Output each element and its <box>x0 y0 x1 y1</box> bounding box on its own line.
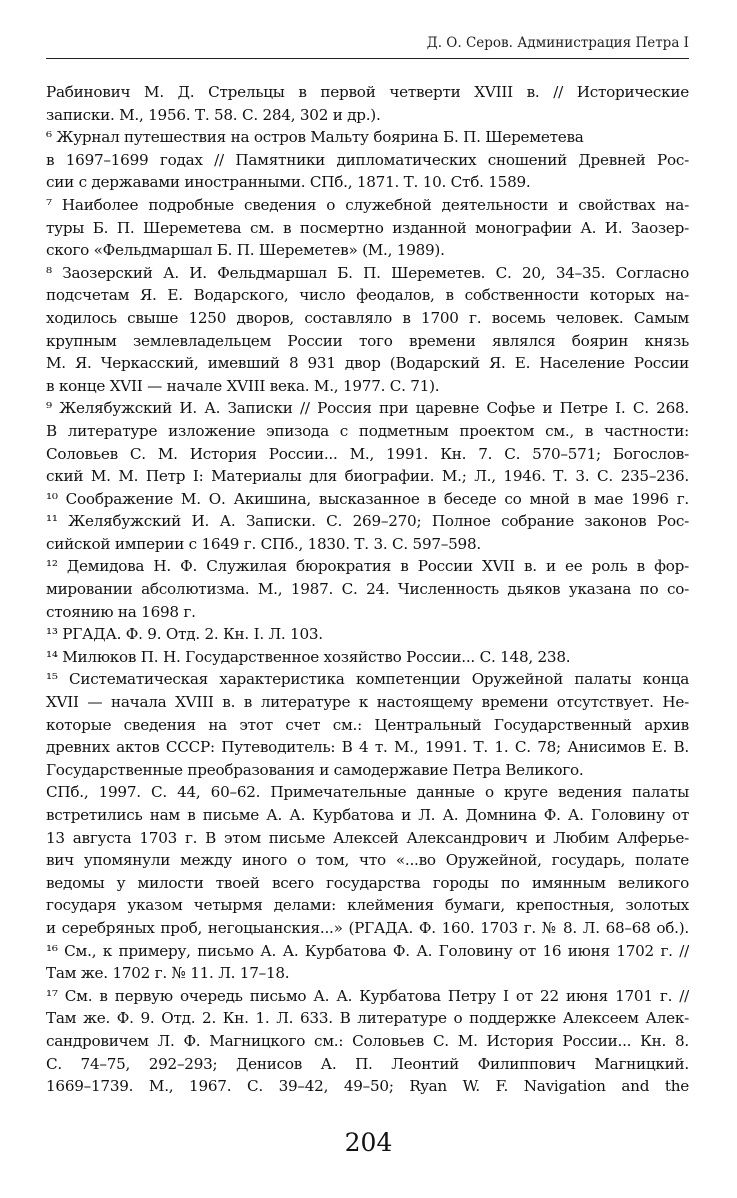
footnote-line: Рабинович М. Д. Стрельцы в первой четверти XVIII в. // Исторические <box>46 83 689 101</box>
footnote-line: в конце XVII — начале XVIII века. М., 1977. С. 71). <box>46 376 440 395</box>
footnote-line: записки. М., 1956. Т. 58. С. 284, 302 и др.). <box>46 105 381 124</box>
footnote-line: ходилось свыше 1250 дворов, составляло в 1700 г. восемь человек. Самым <box>46 308 689 327</box>
footnote-line: ¹⁴ Милюков П. Н. Государственное хозяйство России... С. 148, 238. <box>46 647 571 666</box>
footnote <box>46 555 689 623</box>
footnote-line: СПб., 1997. С. 44, 60–62. Примечательные данные о круге ведения палаты <box>46 783 689 802</box>
footnote-line: стоянию на 1698 г. <box>46 602 196 621</box>
footnote <box>46 488 689 511</box>
footnote-line: ¹⁵ Систематическая характеристика компетенции Оружейной палаты конца <box>46 670 689 689</box>
footnote-line: ский М. М. Петр I: Материалы для биографии. М.; Л., 1946. Т. 3. С. 235–236. <box>46 467 689 486</box>
footnote <box>46 646 689 669</box>
footnote-line: XVII — начала XVIII в. в литературе к настоящему времени отсутствует. Не- <box>46 693 689 712</box>
page-number: 204 <box>344 1128 393 1157</box>
footnote-line: ¹³ РГАДА. Ф. 9. Отд. 2. Кн. I. Л. 103. <box>46 625 323 644</box>
footnote <box>46 126 689 194</box>
footnote-line: ⁷ Наиболее подробные сведения о служебной деятельности и свойствах на- <box>46 195 689 214</box>
footnote-line: ¹⁶ См., к примеру, письмо А. А. Курбатова Ф. А. Головину от 16 июня 1702 г. // <box>46 941 689 960</box>
footnote <box>46 623 689 646</box>
footnote-line: сандровичем Л. Ф. Магницкого см.: Соловьев С. М. История России... Кн. 8. <box>46 1031 689 1050</box>
footnote-line: ¹⁰ Соображение М. О. Акишина, высказанное в беседе со мной в мае 1996 г. <box>46 489 689 508</box>
footnote-line: 13 августа 1703 г. В этом письме Алексей Александрович и Любим Алферье- <box>46 828 689 847</box>
footnote-line: Там же. 1702 г. № 11. Л. 17–18. <box>46 964 290 983</box>
footnote-line: вич упомянули между иного о том, что «...во Оружейной, государь, полате <box>46 851 689 870</box>
footnote-line: Там же. Ф. 9. Отд. 2. Кн. 1. Л. 633. В литературе о поддержке Алексеем Алек- <box>46 1009 689 1028</box>
footnote-line: ¹² Демидова Н. Ф. Служилая бюрократия в России XVII в. и ее роль в фор- <box>46 557 689 576</box>
footnote-line: мировании абсолютизма. М., 1987. С. 24. Численность дьяков указана по со- <box>46 580 689 599</box>
footnote-line: и серебряных проб, негоцыанския...» (РГАДА. Ф. 160. 1703 г. № 8. Л. 68–68 об.). <box>46 918 689 937</box>
footnote-line: встретились нам в письме А. А. Курбатова и Л. А. Домнина Ф. А. Головину от <box>46 806 689 824</box>
footnote <box>46 668 689 939</box>
footnote <box>46 940 689 985</box>
footnote <box>46 81 689 126</box>
footnote-line: сийской империи с 1649 г. СПб., 1830. Т. 3. С. 597–598. <box>46 534 481 553</box>
footnote-line: ⁶ Журнал путешествия на остров Мальту боярина Б. П. Шереметева <box>46 128 584 147</box>
footnote-line: государя указом четырмя делами: клеймения бумаги, крепостныя, золотых <box>46 896 689 915</box>
footnote-line: Соловьев С. М. История России... М., 1991. Кн. 7. С. 570–571; Богослов- <box>46 444 689 463</box>
footnote-line: ского «Фельдмаршал Б. П. Шереметев» (М., 1989). <box>46 241 445 260</box>
footnote <box>46 397 689 487</box>
footnote-line: в 1697–1699 годах // Памятники дипломатических сношений Древней Рос- <box>46 150 689 169</box>
footnote-line: В литературе изложение эпизода с подметным проектом см., в частности: <box>46 421 689 440</box>
footnote-line: древних актов СССР: Путеводитель: В 4 т. М., 1991. Т. 1. С. 78; Анисимов Е. В. <box>46 738 689 757</box>
footnote-line: подсчетам Я. Е. Водарского, число феодалов, в собственности которых на- <box>46 286 689 305</box>
footnote-line: туры Б. П. Шереметева см. в посмертно изданной монографии А. И. Заозер- <box>46 218 689 237</box>
header-rule <box>46 58 689 59</box>
footnote-line: крупным землевладельцем России того времени являлся боярин князь <box>46 331 689 350</box>
running-header: Д. О. Серов. Администрация Петра I <box>426 35 689 51</box>
footnote-line: ⁹ Желябужский И. А. Записки // Россия при царевне Софье и Петре I. С. 268. <box>46 399 689 418</box>
footnote <box>46 262 689 398</box>
footnote-line: М. Я. Черкасский, имевший 8 931 двор (Водарский Я. Е. Население России <box>46 354 689 373</box>
footnote-line: С. 74–75, 292–293; Денисов А. П. Леонтий Филиппович Магницкий. <box>46 1054 689 1073</box>
footnote-line: Государственные преобразования и самодержавие Петра Великого. <box>46 760 584 779</box>
footnote-line: ¹⁷ См. в первую очередь письмо А. А. Курбатова Петру I от 22 июня 1701 г. // <box>46 986 689 1005</box>
footnote-line: которые сведения на этот счет см.: Центральный Государственный архив <box>46 715 689 734</box>
footnote-line: ведомы у милости твоей всего государства городы по имянным великого <box>46 873 689 892</box>
footnote <box>46 194 689 262</box>
footnote <box>46 510 689 555</box>
footnote <box>46 985 689 1098</box>
footnote-line: ⁸ Заозерский А. И. Фельдмаршал Б. П. Шереметев. С. 20, 34–35. Согласно <box>46 263 689 282</box>
footnote-line: ¹¹ Желябужский И. А. Записки. С. 269–270; Полное собрание законов Рос- <box>46 512 689 531</box>
footnote-line: 1669–1739. М., 1967. С. 39–42, 49–50; Ryan W. F. Navigation and the <box>46 1077 689 1096</box>
footnote-line: сии с державами иностранными. СПб., 1871. Т. 10. Стб. 1589. <box>46 173 531 192</box>
footnotes-block <box>46 81 689 1098</box>
